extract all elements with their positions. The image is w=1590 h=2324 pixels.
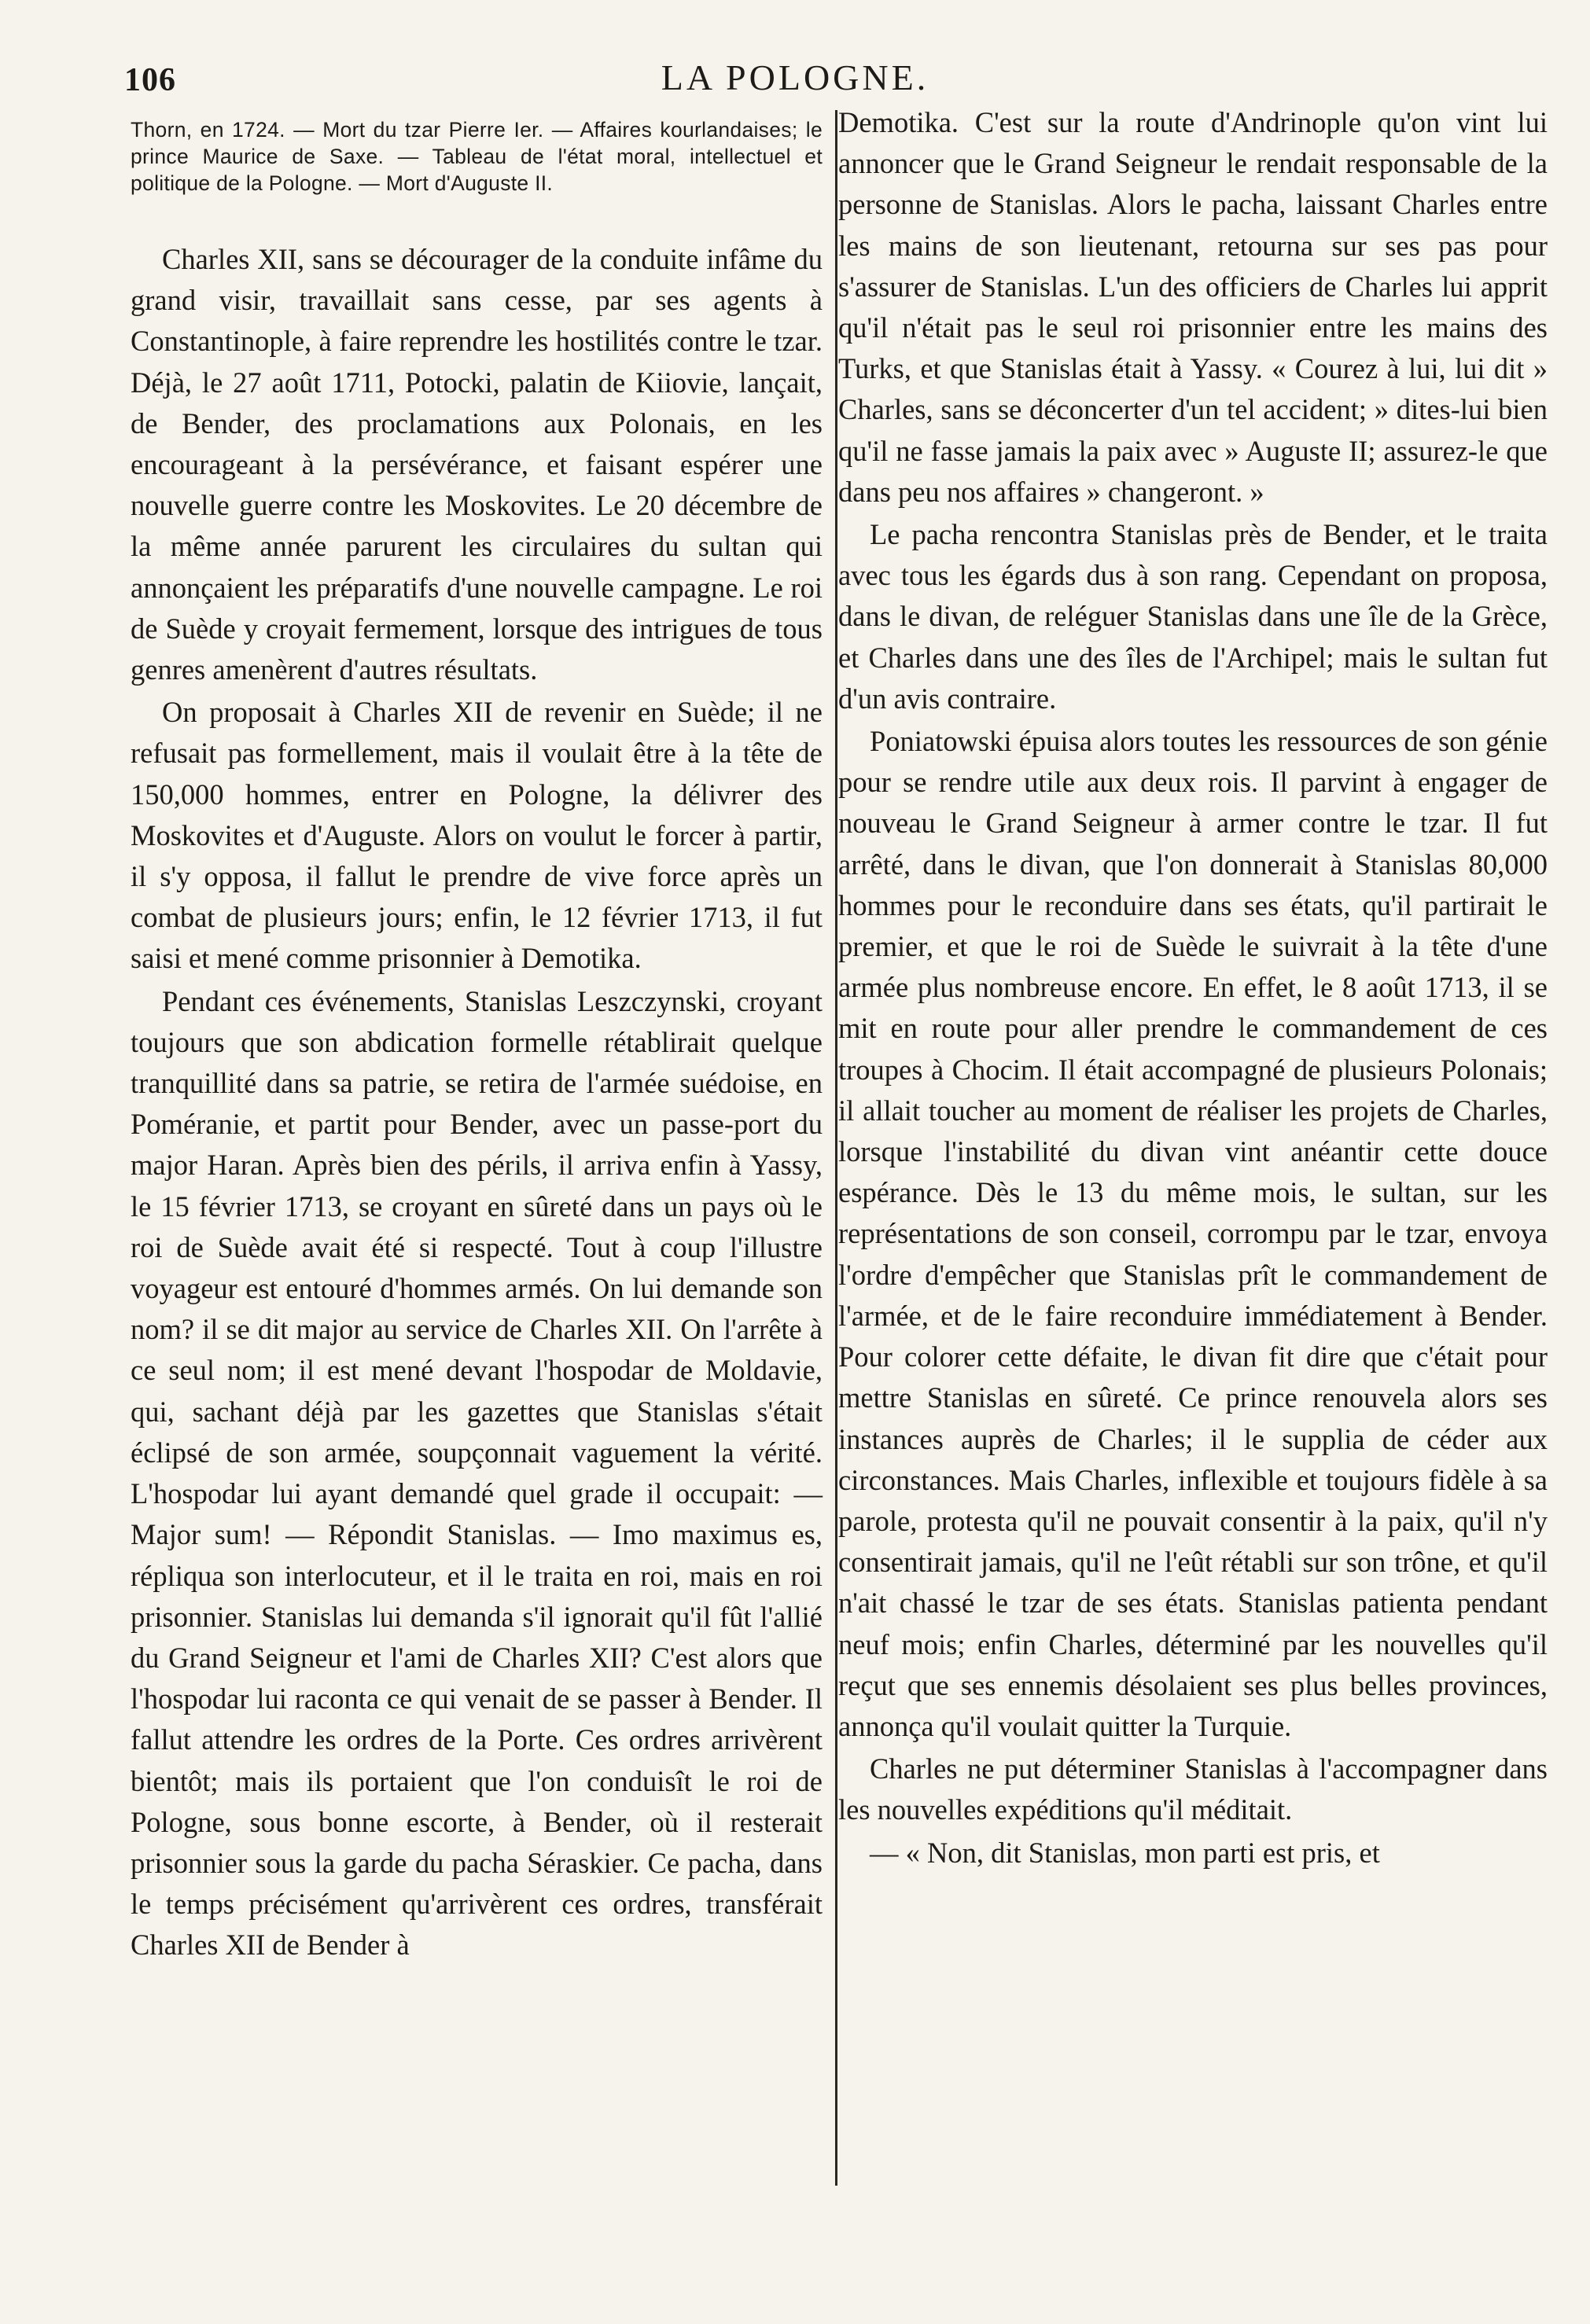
paragraph: Charles ne put déterminer Stanislas à l'accompagner dans les nouvelles expéditions qu'il méditait.	[838, 1752, 1548, 1826]
left-column	[131, 116, 823, 1966]
right-column	[838, 102, 1548, 1874]
paragraph: Charles XII, sans se décourager de la conduite infâme du grand visir, travaillait sans cesse, par ses agents à Constantinople, à faire reprendre les hostilités contre le tzar. Déjà, le 27 août 1711, Potocki, palatin de Kiiovie, lançait, de Bender, des proclamations aux Polonais, en les encourageant à la persévérance, et faisant espérer une nouvelle guerre contre les Moskovites. Le 20 décembre de la même année parurent les circulaires du sultan qui annonçaient les préparatifs d'une nouvelle campagne. Le roi de Suède y croyait fermement, lorsque des intrigues de tous genres amenèrent d'autres résultats.	[131, 243, 823, 686]
paragraph: — « Non, dit Stanislas, mon parti est pris, et	[870, 1836, 1380, 1869]
paragraph: On proposait à Charles XII de revenir en Suède; il ne refusait pas formellement, mais il voulait être à la tête de 150,000 hommes, entrer en Pologne, la délivrer des Moskovites et d'Auguste. Alors on voulut le forcer à partir, il s'y opposa, il fallut le prendre de vive force après un combat de plusieurs jours; enfin, le 12 février 1713, il fut saisi et mené comme prisonnier à Demotika.	[131, 696, 823, 975]
page-number: 106	[124, 62, 176, 98]
paragraph: Demotika. C'est sur la route d'Andrinople qu'on vint lui annoncer que le Grand Seigneur le rendait responsable de la personne de Stanislas. Alors le pacha, laissant Charles entre les mains de son lieutenant, retourna sur ses pas pour s'assurer de Stanislas. L'un des officiers de Charles lui apprit qu'il n'était pas le seul roi prisonnier entre les mains des Turks, et que Stanislas était à Yassy. « Courez à lui, lui dit » Charles, sans se déconcerter d'un tel accident; » dites-lui bien qu'il ne fasse jamais la paix avec » Auguste II; assurez-le que dans peu nos affaires » changeront. »	[838, 106, 1548, 508]
paragraph: Le pacha rencontra Stanislas près de Bender, et le traita avec tous les égards dus à son rang. Cependant on proposa, dans le divan, de reléguer Stanislas dans une île de la Grèce, et Charles dans une des îles de l'Archipel; mais le sultan fut d'un avis contraire.	[838, 518, 1548, 715]
running-title: LA POLOGNE.	[661, 57, 929, 97]
chapter-summary: Thorn, en 1724. — Mort du tzar Pierre Ier. — Affaires kourlandaises; le prince Maurice de Saxe. — Tableau de l'état moral, intellectuel et politique de la Pologne. — Mort d'Auguste II.	[131, 118, 823, 195]
paragraph: Pendant ces événements, Stanislas Leszczynski, croyant toujours que son abdication formelle rétablirait quelque tranquillité dans sa patrie, se retira de l'armée suédoise, en Poméranie, et partit pour Bender, avec un passe-port du major Haran. Après bien des périls, il arriva enfin à Yassy, le 15 février 1713, se croyant en sûreté dans un pays où le roi de Suède avait été si respecté. Tout à coup l'illustre voyageur est entouré d'hommes armés. On lui demande son nom? il se dit major au service de Charles XII. On l'arrête à ce seul nom; il est mené devant l'hospodar de Moldavie, qui, sachant déjà par les gazettes que Stanislas s'était éclipsé de son armée, soupçonnait vaguement la vérité. L'hospodar lui ayant demandé quel grade il occupait: — Major sum! — Répondit Stanislas. — Imo maximus es, répliqua son interlocuteur, et il le traita en roi, mais en roi prisonnier. Stanislas lui demanda s'il ignorait qu'il fût l'allié du Grand Seigneur et l'ami de Charles XII? C'est alors que l'hospodar lui raconta ce qui venait de se passer à Bender. Il fallut attendre les ordres de la Porte. Ces ordres arrivèrent bientôt; mais ils portaient que l'on conduisît le roi de Pologne, sous bonne escorte, à Bender, où il resterait prisonnier sous la garde du pacha Séraskier. Ce pacha, dans le temps précisément qu'arrivèrent ces ordres, transférait Charles XII de Bender à	[131, 984, 823, 1962]
paragraph: Poniatowski épuisa alors toutes les ressources de son génie pour se rendre utile aux deux rois. Il parvint à engager de nouveau le Grand Seigneur à armer contre le tzar. Il fut arrêté, dans le divan, que l'on donnerait à Stanislas 80,000 hommes pour le reconduire dans ses états, qu'il partirait le premier, et que le roi de Suède le suivrait à la tête d'une armée plus nombreuse encore. En effet, le 8 août 1713, il se mit en route pour aller prendre le commandement de ces troupes à Chocim. Il était accompagné de plusieurs Polonais; il allait toucher au moment de réaliser les projets de Charles, lorsque l'instabilité du divan vint anéantir cette douce espérance. Dès le 13 du même mois, le sultan, sur les représentations de son conseil, corrompu par le tzar, envoya l'ordre d'empêcher que Stanislas prît le commandement de l'armée, et de le faire reconduire immédiatement à Bender. Pour colorer cette défaite, le divan fit dire que c'était pour mettre Stanislas en sûreté. Ce prince renouvela alors ses instances auprès de Charles; il le supplia de céder aux circonstances. Mais Charles, inflexible et toujours fidèle à sa parole, protesta qu'il ne pouvait consentir à la paix, qu'il n'y consentirait jamais, qu'il ne l'eût rétabli sur son trône, et qu'il n'ait chassé le tzar de ses états. Stanislas patienta pendant neuf mois; enfin Charles, déterminé par les nouvelles qu'il reçut que ses ennemis désolaient ses plus belles provinces, annonça qu'il voulait quitter la Turquie.	[838, 725, 1548, 1742]
column-divider	[835, 110, 837, 2186]
